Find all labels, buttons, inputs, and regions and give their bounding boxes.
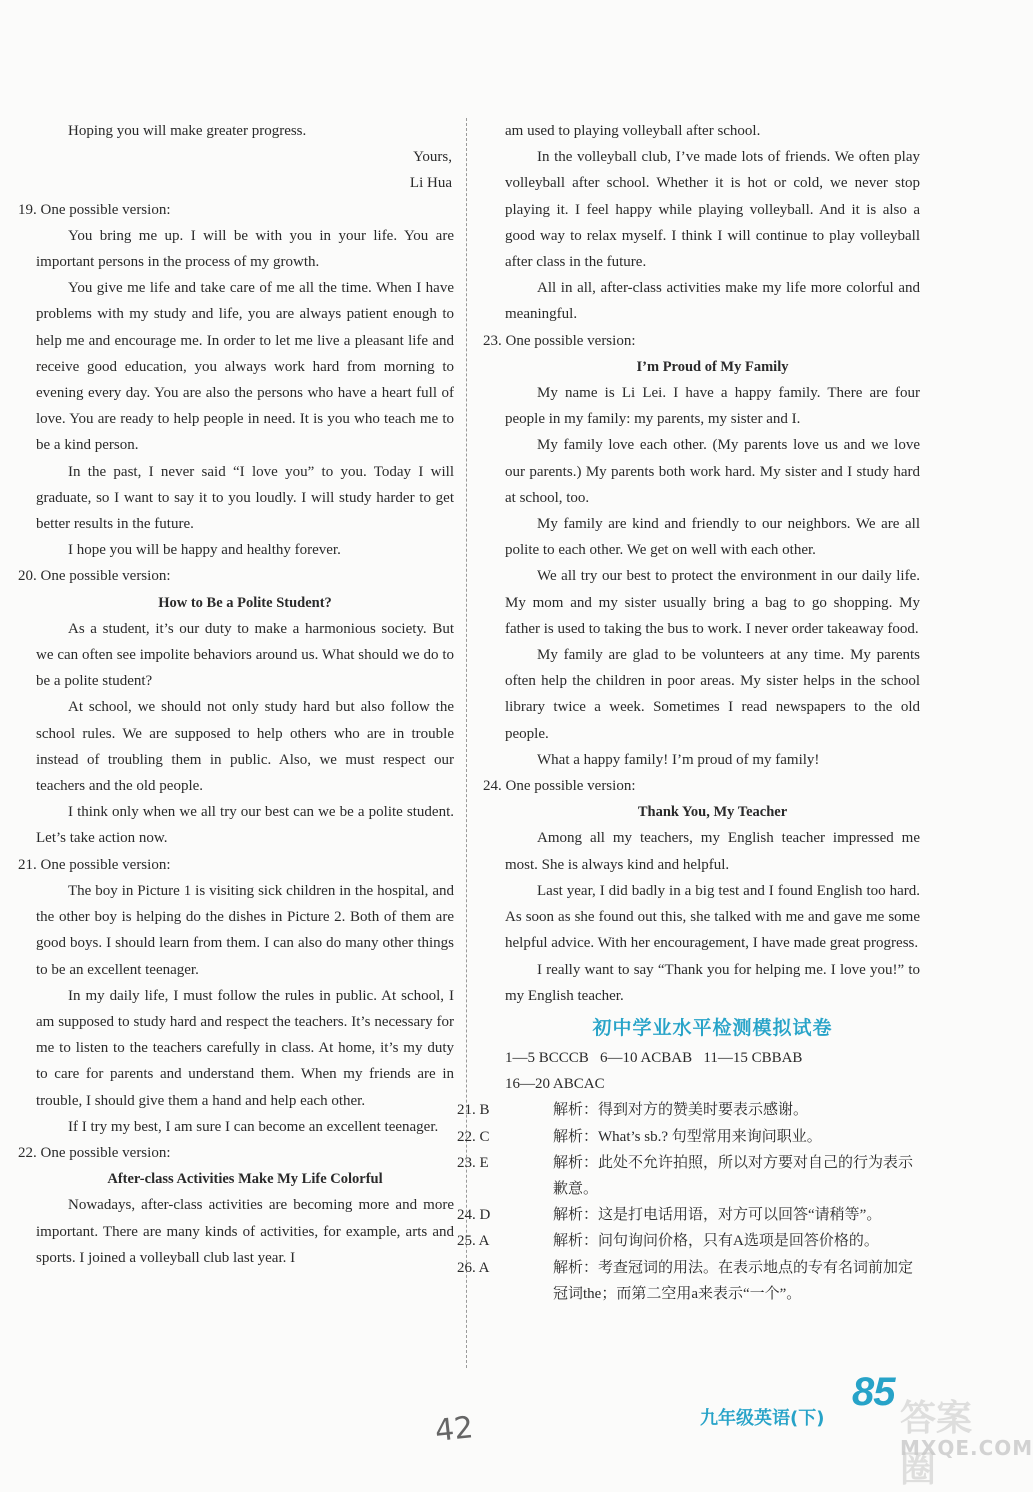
paragraph: If I try my best, I am sure I can become an excellent teenager. xyxy=(68,1118,439,1135)
paragraph: You give me life and take care of me all the time. When I have problems with my study and life, you are always patient enough to help me and encourage me. In order to let me live a pleasant life and receive good education, you always work hard from morning to evening every day. You are also the persons who have a heart full of love. You are ready to help people in need. It is you who teach me to be a kind person. xyxy=(36,280,454,454)
paragraph: The boy in Picture 1 is visiting sick children in the hospital, and the other boy is helping do the dishes in Picture 2. Both of them are good boys. I should learn from them. I can also do many other things to be an excellent teenager. xyxy=(36,882,454,978)
answer-explanation: 解析：此处不允许拍照，所以对方要对自己的行为表示歉意。 xyxy=(553,1154,914,1197)
question-number: 19. One possible version: xyxy=(18,201,171,218)
answer-key: 24. D xyxy=(457,1207,491,1224)
answer-explanation: 解析：问句询问价格，只有A选项是回答价格的。 xyxy=(553,1233,879,1250)
column-divider xyxy=(466,118,467,1368)
paragraph: Nowadays, after-class activities are becoming more and more important. There are many kinds of activities, for example, arts and sports. I joined a volleyball club last year. I xyxy=(36,1197,454,1266)
explained-answer xyxy=(457,1150,920,1202)
essay-title: How to Be a Polite Student? xyxy=(158,594,332,611)
question-number: 22. One possible version: xyxy=(18,1144,171,1161)
explained-answer xyxy=(457,1202,920,1228)
handwritten-page-number: 42 xyxy=(433,1410,475,1449)
question-number: 24. One possible version: xyxy=(483,778,636,795)
answer-explanation: 解析：得到对方的赞美时要表示感谢。 xyxy=(553,1102,809,1119)
exam-section-title: 初中学业水平检测模拟试卷 xyxy=(592,1016,833,1039)
explained-answer xyxy=(457,1124,920,1150)
watermark-logo: 答案圈 xyxy=(900,1398,973,1490)
paragraph: I really want to say “Thank you for helping me. I love you!” to my English teacher. xyxy=(505,961,920,1004)
essay-title: After-class Activities Make My Life Colorful xyxy=(107,1171,383,1188)
paragraph: As a student, it’s our duty to make a harmonious society. But we can often see impolite behaviors around us. What should we do to be a polite student? xyxy=(36,620,454,690)
right-essays xyxy=(483,118,920,1009)
answer-key: 25. A xyxy=(457,1233,490,1250)
right-column xyxy=(457,118,920,1307)
question-number: 23. One possible version: xyxy=(483,332,636,349)
explained-answer xyxy=(457,1228,920,1254)
answer-key-line: 1—5 BCCCB 6—10 ACBAB 11—15 CBBAB xyxy=(505,1049,803,1066)
essay-title: I’m Proud of My Family xyxy=(636,358,789,375)
answer-explanation: 解析：What’s sb.? 句型常用来询问职业。 xyxy=(553,1128,822,1145)
answer-key-line: 16—20 ABCAC xyxy=(505,1076,605,1093)
signoff-line: Yours, xyxy=(413,149,452,166)
paragraph: I hope you will be happy and healthy forever. xyxy=(68,542,341,559)
paragraph: My family love each other. (My parents love us and we love our parents.) My parents both work hard. My sister and I study hard at school, too. xyxy=(505,437,920,506)
question-number: 21. One possible version: xyxy=(18,856,171,873)
paragraph: In the volleyball club, I’ve made lots of friends. We often play volleyball after school. Whether it is hot or cold, we never stop playing it. I feel happy while playing volleyball. And it is also a good way to relax myself. I think I will continue to play volleyball after class in the future. xyxy=(505,149,920,271)
explained-answer xyxy=(457,1097,920,1123)
explained-answer xyxy=(457,1255,920,1307)
answer-explanation: 解析：这是打电话用语，对方可以回答“请稍等”。 xyxy=(553,1207,882,1224)
paragraph: We all try our best to protect the environment in our daily life. My mom and my sister usually bring a bag to go shopping. My father is used to taking the bus to work. I never order takeaway food. xyxy=(505,568,920,637)
answer-explanation: 解析：考查冠词的用法。在表示地点的专有名词前加定冠词the；而第二空用a来表示“一个”。 xyxy=(553,1259,914,1302)
answer-key: 26. A xyxy=(457,1259,490,1276)
answer-key: 23. E xyxy=(457,1154,489,1171)
paragraph: At school, we should not only study hard but also follow the school rules. We are supposed to help others who are in trouble instead of troubling them in public. Also, we must respect our teachers and the old people. xyxy=(36,699,454,795)
essay-title: Thank You, My Teacher xyxy=(637,804,788,821)
answer-key: 21. B xyxy=(457,1102,490,1119)
book-label: 九年级英语(下) xyxy=(700,1408,825,1429)
paragraph: My family are kind and friendly to our neighbors. We are all polite to each other. We get on well with each other. xyxy=(505,516,920,559)
paragraph: What a happy family! I’m proud of my family! xyxy=(537,751,820,768)
watermark-text: MXQE.COM xyxy=(900,1436,1033,1460)
signoff-line: Li Hua xyxy=(409,175,452,192)
paragraph: Among all my teachers, my English teacher impressed me most. She is always kind and helpful. xyxy=(505,830,920,873)
paragraph: My family are glad to be volunteers at any time. My parents often help the children in poor areas. My sister helps in the school library twice a week. Sometimes I read newspapers to the old people. xyxy=(505,647,920,742)
paragraph: am used to playing volleyball after school. xyxy=(505,123,761,139)
paragraph: In my daily life, I must follow the rules in public. At school, I am supposed to study hard and respect the teachers. It’s necessary for me to listen to the teachers carefully in class. At home, it’s my duty to care for parents and understand them. When my friends are in trouble, I should give them a hand and help each other. xyxy=(36,987,454,1109)
paragraph: In the past, I never said “I love you” to you. Today I will graduate, so I want to say it to you loudly. I will study harder to get better results in the future. xyxy=(36,463,454,533)
paragraph: All in all, after-class activities make my life more colorful and meaningful. xyxy=(505,280,920,323)
page-number: 85 xyxy=(852,1370,895,1414)
explained-answers xyxy=(457,1097,920,1307)
multiple-choice-answers xyxy=(505,1045,920,1097)
paragraph: Last year, I did badly in a big test and I found English too hard. As soon as she found out this, she talked with me and gave me some helpful advice. With her encouragement, I have made great progress. xyxy=(505,882,920,952)
question-number: 20. One possible version: xyxy=(18,568,171,585)
paragraph: My name is Li Lei. I have a happy family. There are four people in my family: my parents, my sister and I. xyxy=(505,385,920,428)
paragraph: Hoping you will make greater progress. xyxy=(68,123,307,139)
answer-key: 22. C xyxy=(457,1128,490,1145)
paragraph: I think only when we all try our best can we be a polite student. Let’s take action now. xyxy=(36,804,454,847)
paragraph: You bring me up. I will be with you in your life. You are important persons in the process of my growth. xyxy=(36,227,454,271)
left-column xyxy=(18,118,454,1271)
